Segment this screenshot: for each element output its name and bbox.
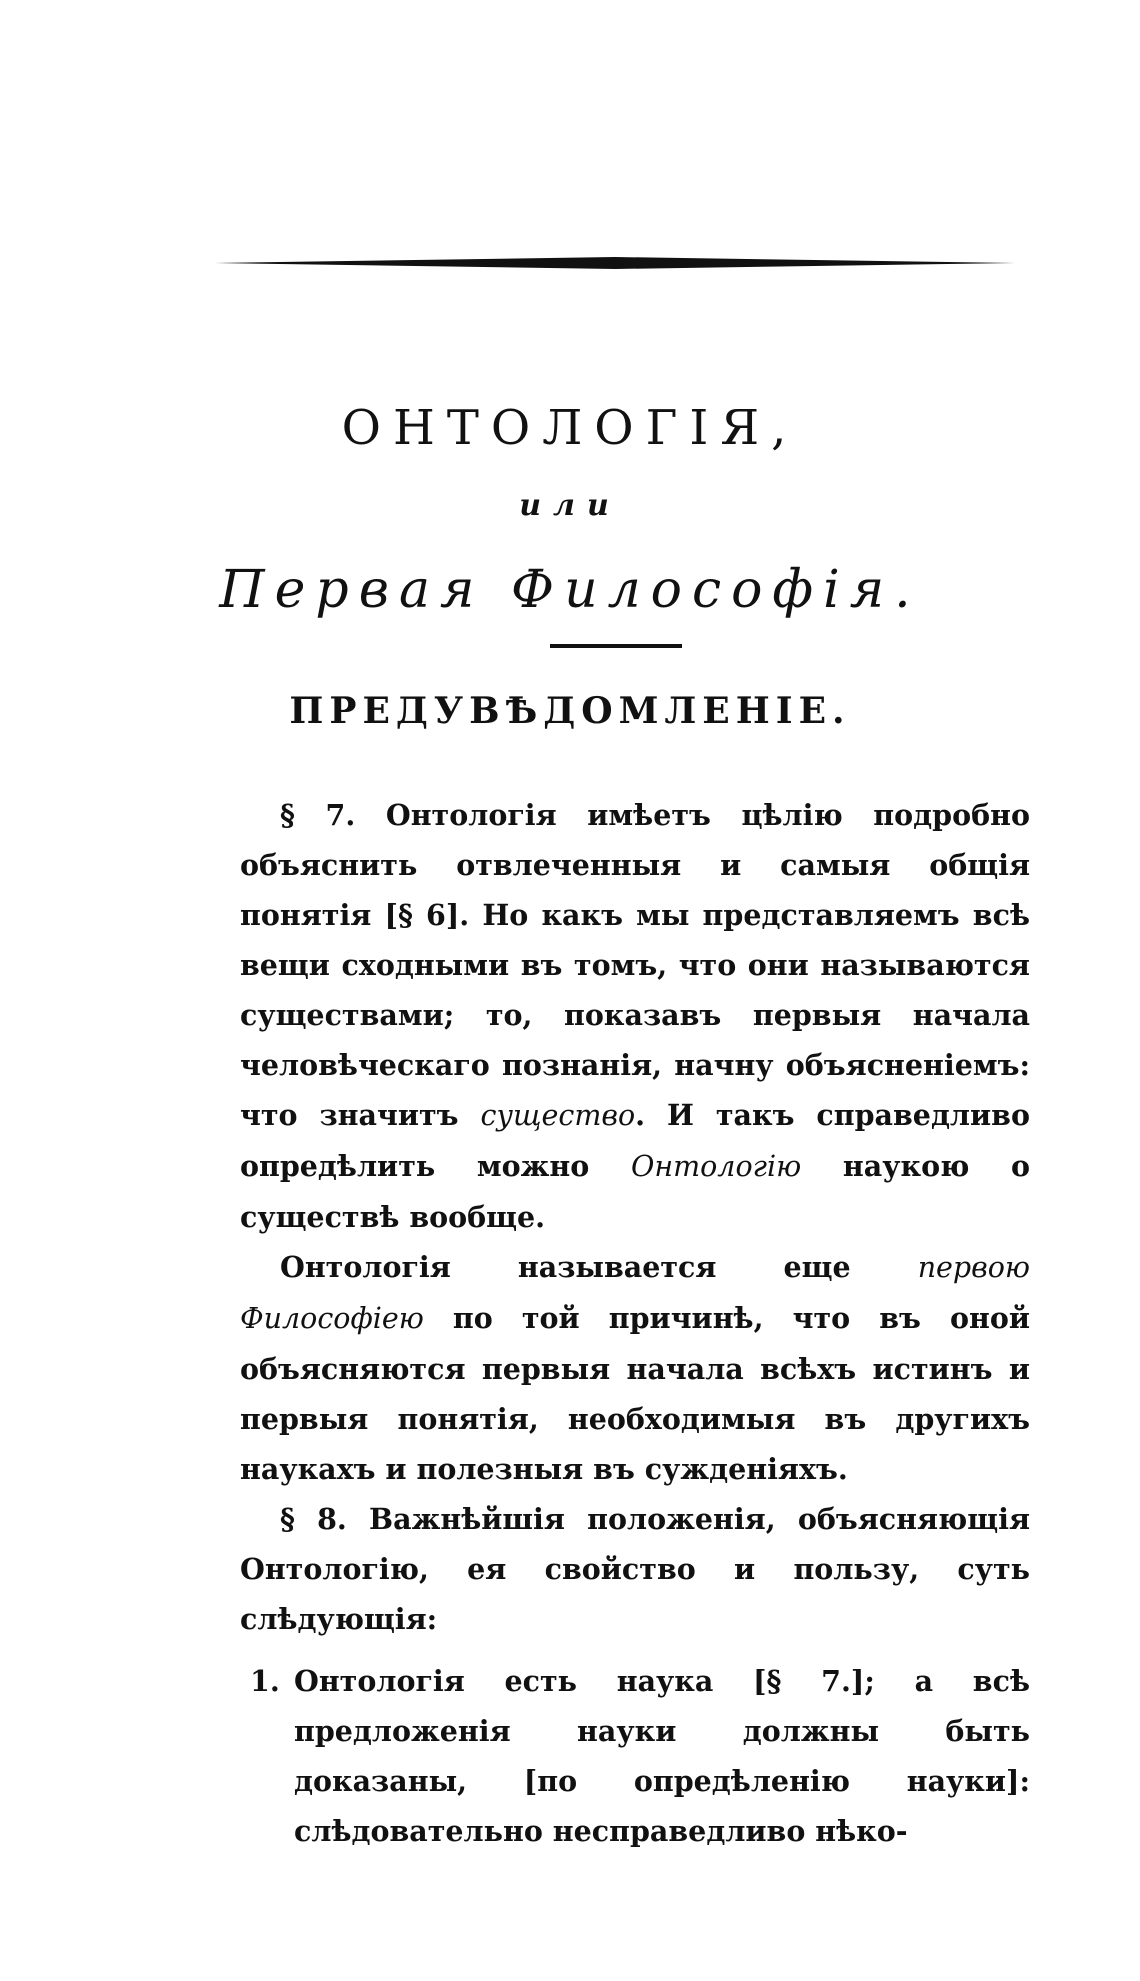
- item-number: 1.: [250, 1664, 280, 1698]
- section-heading: ПРЕДУВѢДОМЛЕНІЕ.: [289, 690, 851, 732]
- title-conjunction: или: [519, 488, 621, 523]
- paragraph-7: § 7. Онтологія имѣетъ цѣлію подробно объяснить отвлеченныя и самыя общія понятія [§ 6]. Но какъ мы представляемъ всѣ вещи сходными въ томъ, что они называются существами; то, показавъ первыя начала человѣческаго познанія, начну объясненіемъ: что значитъ существо. И такъ справедливо опредѣлить можно Онтологію наукою о существѣ вообще.: [240, 798, 1030, 1234]
- body-text: [240, 790, 1030, 1856]
- page-subtitle: Первая Философія.: [219, 560, 921, 620]
- paragraph-first-philosophy: Онтологія называется еще первою Философіею по той причинѣ, что въ оной объясняются первыя начала всѣхъ истинъ и первыя понятія, необходимыя въ другихъ наукахъ и полезныя въ сужденіяхъ.: [240, 1250, 1030, 1486]
- numbered-item-1: [240, 1656, 1030, 1856]
- decorative-top-rule: [215, 256, 1015, 270]
- title-divider: [550, 644, 682, 648]
- item-text: Онтологія есть наука [§ 7.]; а всѣ предложенія науки должны быть доказаны, [по опредѣленію науки]: слѣдовательно несправедливо нѣко-: [294, 1664, 1030, 1848]
- page-title: ОНТОЛОГІЯ,: [341, 400, 799, 456]
- paragraph-8: § 8. Важнѣйшія положенія, объясняющія Онтологію, ея свойство и пользу, суть слѣдующія:: [240, 1502, 1030, 1636]
